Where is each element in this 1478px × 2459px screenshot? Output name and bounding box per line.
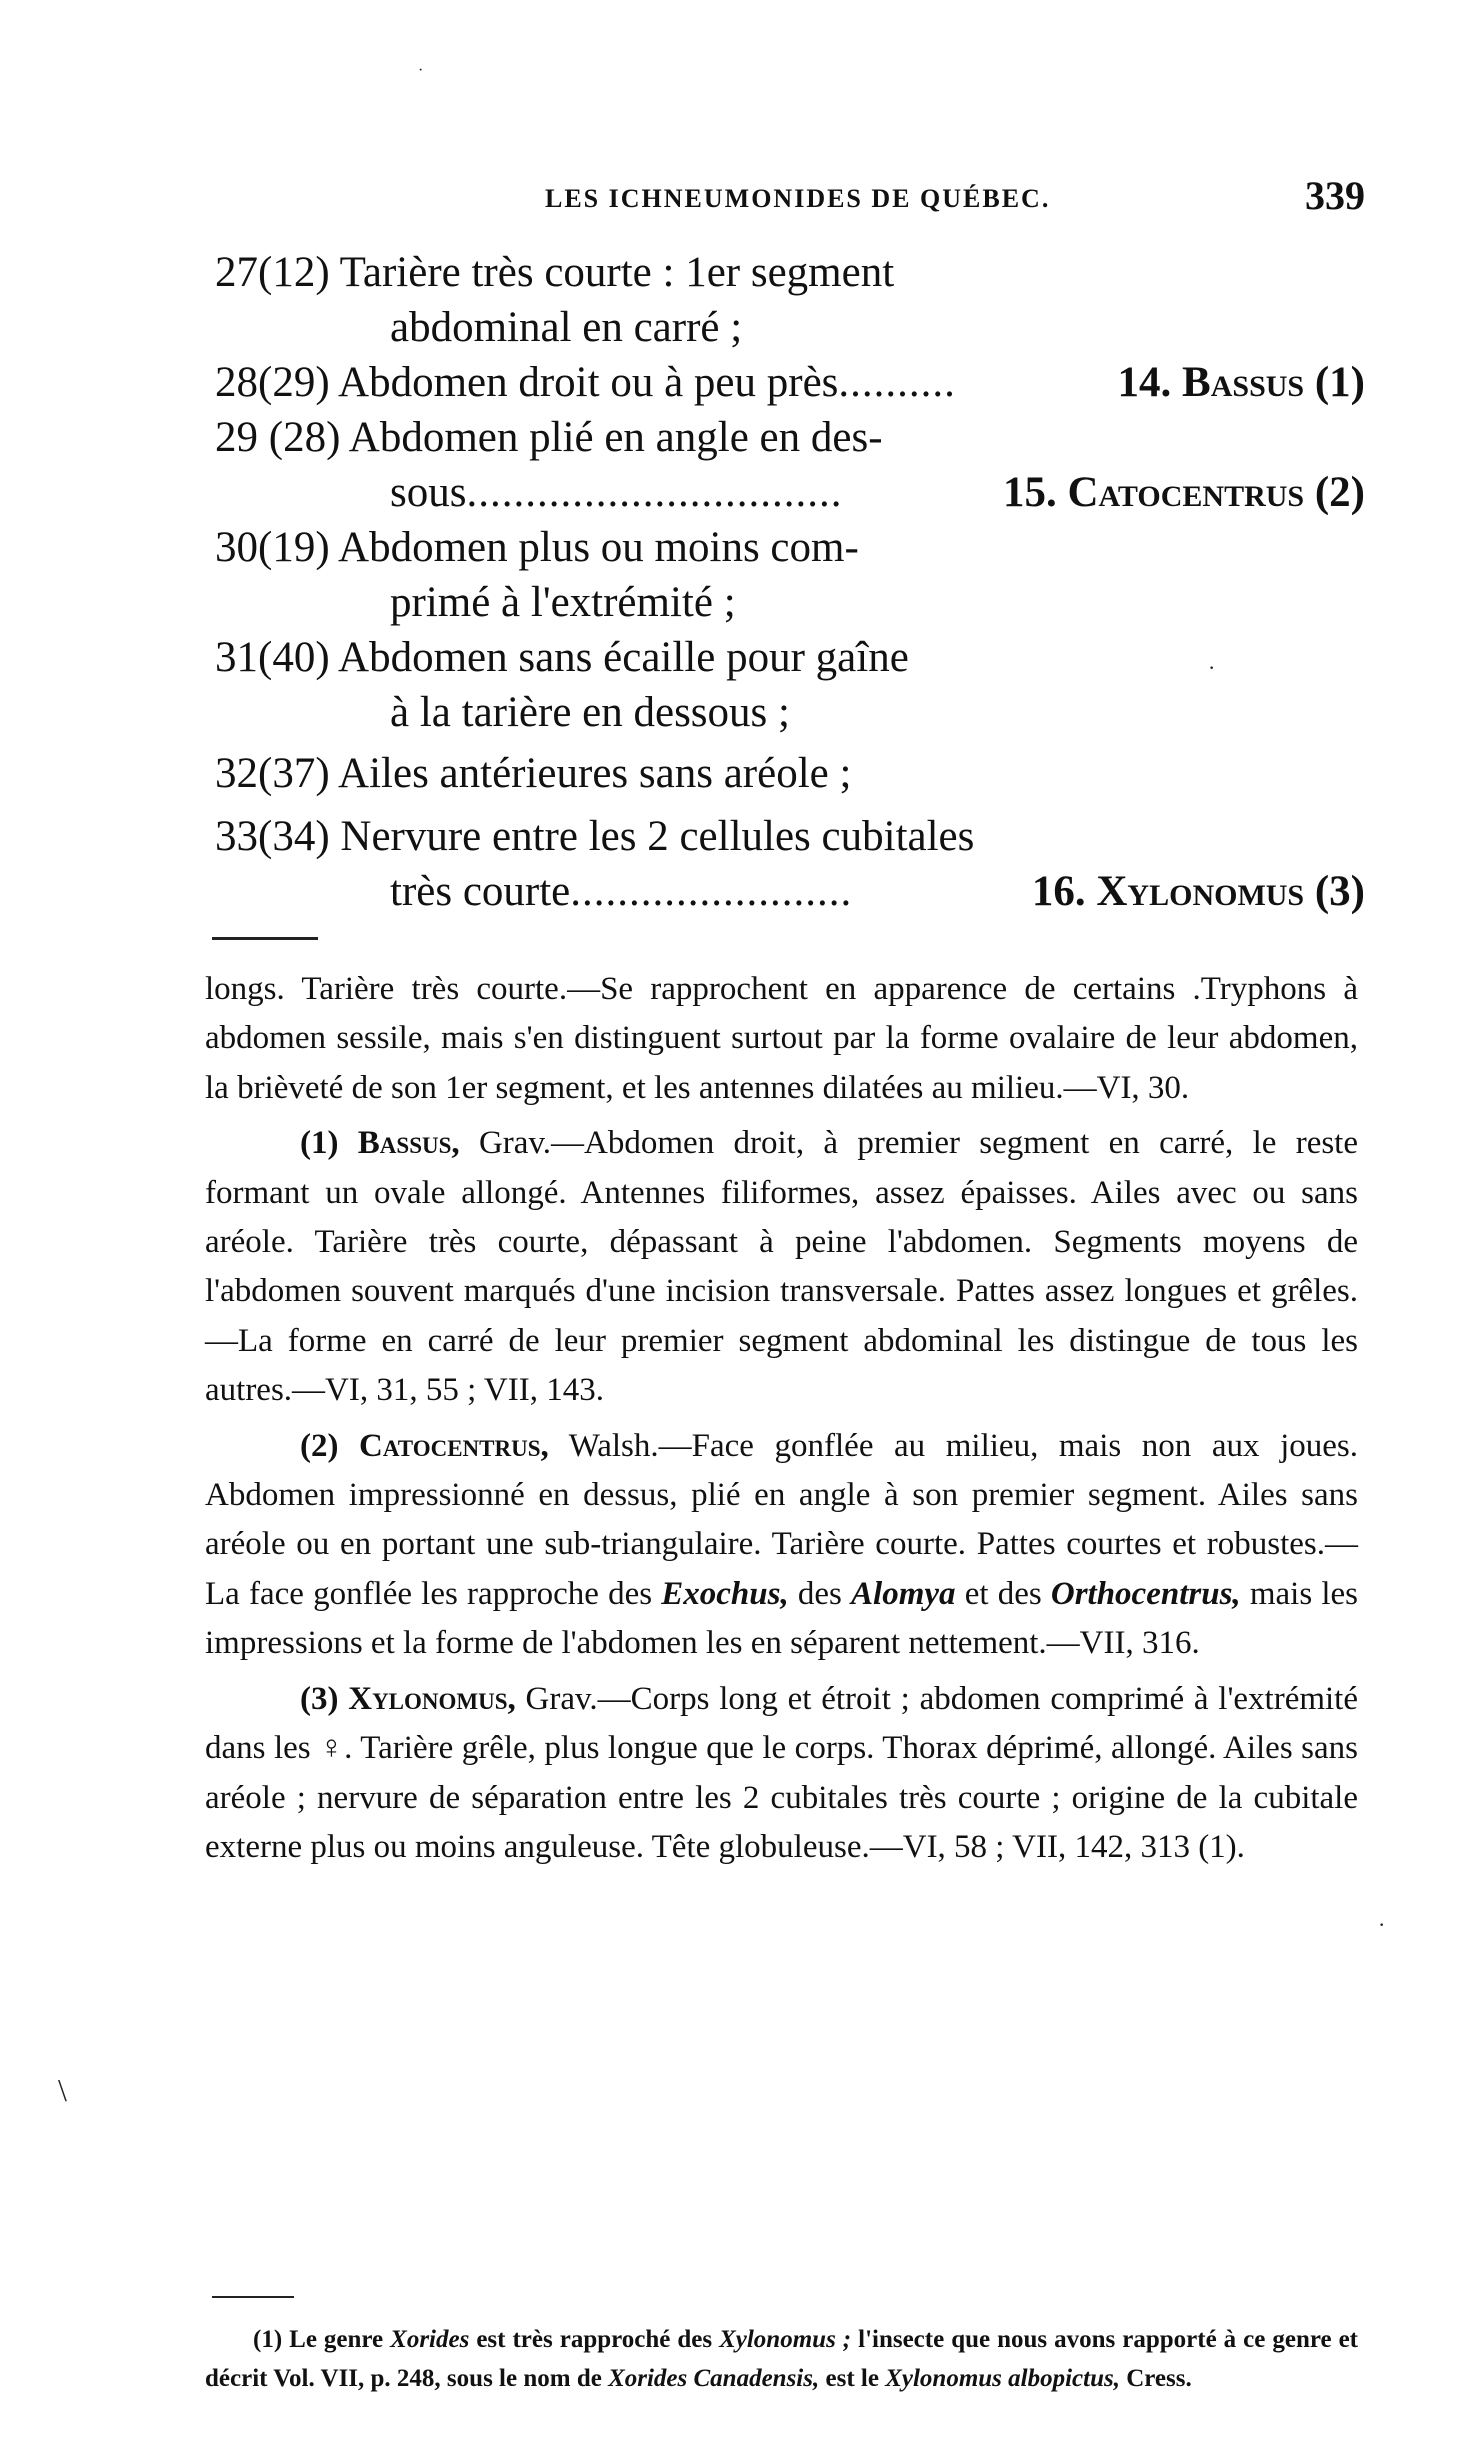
- couplet-text: Abdomen plus ou moins com-: [338, 524, 859, 571]
- couplet-text: Abdomen plié en angle en des-: [348, 414, 883, 461]
- italic-genus: Orthocentrus,: [1050, 1575, 1241, 1612]
- couplet-text: à la tarière en dessous ;: [390, 689, 790, 736]
- paragraph-text: Walsh.—Face gonflée au milieu, mais non aux joues. Abdomen impressionné en dessus, plié en angle à son premier segment. Ailes sans aréole ou en portant une sub-triangulaire. Tarière courte. Pattes courtes et robustes.—La face gonflée les rapproche des: [205, 1427, 1358, 1612]
- genus-label-bassus: (1) Bassus,: [300, 1125, 460, 1162]
- key-continuation-line: [215, 300, 1365, 355]
- couplet-text: Abdomen sans écaille pour gaîne: [338, 634, 909, 681]
- couplet-text: Ailes antérieures sans aréole ;: [338, 750, 852, 797]
- separator-rule: [212, 937, 318, 940]
- paragraph-catocentrus: [205, 1422, 1358, 1669]
- couplet-text: abdominal en carré ;: [390, 304, 743, 351]
- footnote-segment: est très rapproché des: [469, 2326, 720, 2353]
- italic-genus: Exochus,: [661, 1575, 789, 1612]
- key-couplet-line: [215, 746, 1365, 801]
- couplet-text: Nervure entre les 2 cellules cubitales: [340, 813, 975, 860]
- key-continuation-line: [215, 465, 1365, 520]
- footnote-rule: [212, 2296, 294, 2298]
- key-couplet-line: [215, 520, 1365, 575]
- body-text: [205, 965, 1358, 1872]
- couplet-text: très courte: [390, 868, 571, 915]
- paragraph-text: et des: [955, 1575, 1051, 1612]
- key-couplet-line: [215, 245, 1365, 300]
- footnote-italic: Xylonomus ;: [719, 2326, 852, 2353]
- paragraph-text: Grav.—Corps long et étroit ; abdomen comprimé à l'extrémité dans les ♀. Tarière grêle, plus longue que le corps. Thorax déprimé, allongé. Ailes sans aréole ; nervure de séparation entre les 2 cubitales très courte ; origine de la cubitale externe plus ou moins anguleuse. Tête globuleuse.—VI, 58 ; VII, 142, 313 (1).: [205, 1680, 1358, 1865]
- italic-genus: Alomya: [851, 1575, 956, 1612]
- couplet-text: Abdomen droit ou à peu près: [338, 359, 839, 406]
- couplet-number: 29 (28): [215, 414, 341, 461]
- paragraph-bassus: [205, 1119, 1358, 1415]
- paragraph-intro: longs. Tarière très courte.—Se rapprochent en apparence de certains .Tryphons à abdomen sessile, mais s'en distinguent surtout par la forme ovalaire de leur abdomen, la brièveté de son 1er segment, et les antennes dilatées au milieu.—VI, 30.: [205, 971, 1358, 1106]
- key-couplet-line: [215, 809, 1365, 864]
- genus-label-xylonomus: (3) Xylonomus,: [300, 1680, 516, 1717]
- footnote-italic: Xorides: [390, 2326, 470, 2353]
- page-number: 339: [1305, 173, 1365, 218]
- key-couplet-line: [215, 355, 1365, 410]
- footnote-segment: Cress.: [1119, 2365, 1192, 2392]
- paragraph-text: mais les impressions et la forme de l'abdomen les en séparent nettement.—VII, 316.: [205, 1575, 1358, 1662]
- key-genus-result: 15. Catocentrus (2): [1002, 469, 1365, 516]
- couplet-number: 31(40): [215, 634, 330, 681]
- couplet-number: 28(29): [215, 359, 330, 406]
- key-couplet-line: [215, 410, 1365, 465]
- key-continuation-line: [215, 575, 1365, 630]
- stray-mark-dot: ·: [1378, 1912, 1386, 1937]
- key-genus-result: 16. Xylonomus (3): [1031, 868, 1365, 915]
- running-title: LES ICHNEUMONIDES DE QUÉBEC.: [545, 184, 1051, 213]
- footnote-segment: l'insecte que nous avons rapporté à ce genre et décrit Vol. VII, p. 248, sous le nom de: [205, 2326, 1359, 2392]
- couplet-text: primé à l'extrémité ;: [390, 579, 736, 626]
- stray-mark-slash: \: [58, 2072, 67, 2108]
- couplet-number: 27(12): [215, 249, 330, 296]
- couplet-number: 30(19): [215, 524, 330, 571]
- genus-label-catocentrus: (2) Catocentrus,: [300, 1427, 549, 1464]
- identification-key: [215, 245, 1365, 919]
- footnote-segment: est le: [819, 2365, 886, 2392]
- paragraph-xylonomus: [205, 1675, 1358, 1873]
- key-genus-result: 14. Bassus (1): [1117, 359, 1365, 406]
- stray-mark-dot: ·: [418, 62, 424, 79]
- footnote-text: [205, 2320, 1358, 2398]
- leader-dots: ..........: [838, 359, 956, 406]
- couplet-text: sous: [390, 469, 467, 516]
- couplet-number: 33(34): [215, 813, 330, 860]
- couplet-number: 32(37): [215, 750, 330, 797]
- stray-mark-dot: ·: [1208, 655, 1216, 680]
- footnote-italic: Xorides Canadensis,: [608, 2365, 820, 2392]
- paragraph-text: Grav.—Abdomen droit, à premier segment en carré, le reste formant un ovale allongé. Antennes filiformes, assez épaisses. Ailes avec ou sans aréole. Tarière très courte, dépassant à peine l'abdomen. Segments moyens de l'abdomen souvent marqués d'une incision transversale. Pattes assez longues et grêles.—La forme en carré de leur premier segment abdominal les distingue de tous les autres.—VI, 31, 55 ; VII, 143.: [205, 1125, 1358, 1409]
- key-continuation-line: [215, 864, 1365, 919]
- footnote-segment: (1) Le genre: [253, 2326, 391, 2353]
- key-continuation-line: [215, 685, 1365, 740]
- page-header: [200, 172, 1365, 222]
- leader-dots: ................................: [466, 469, 843, 516]
- footnote-italic: Xylonomus albopictus,: [885, 2365, 1120, 2392]
- footnote: [205, 2320, 1358, 2398]
- key-couplet-line: [215, 630, 1365, 685]
- paragraph-text: des: [788, 1575, 852, 1612]
- leader-dots: ........................: [570, 868, 853, 915]
- couplet-text: Tarière très courte : 1er segment: [339, 249, 895, 296]
